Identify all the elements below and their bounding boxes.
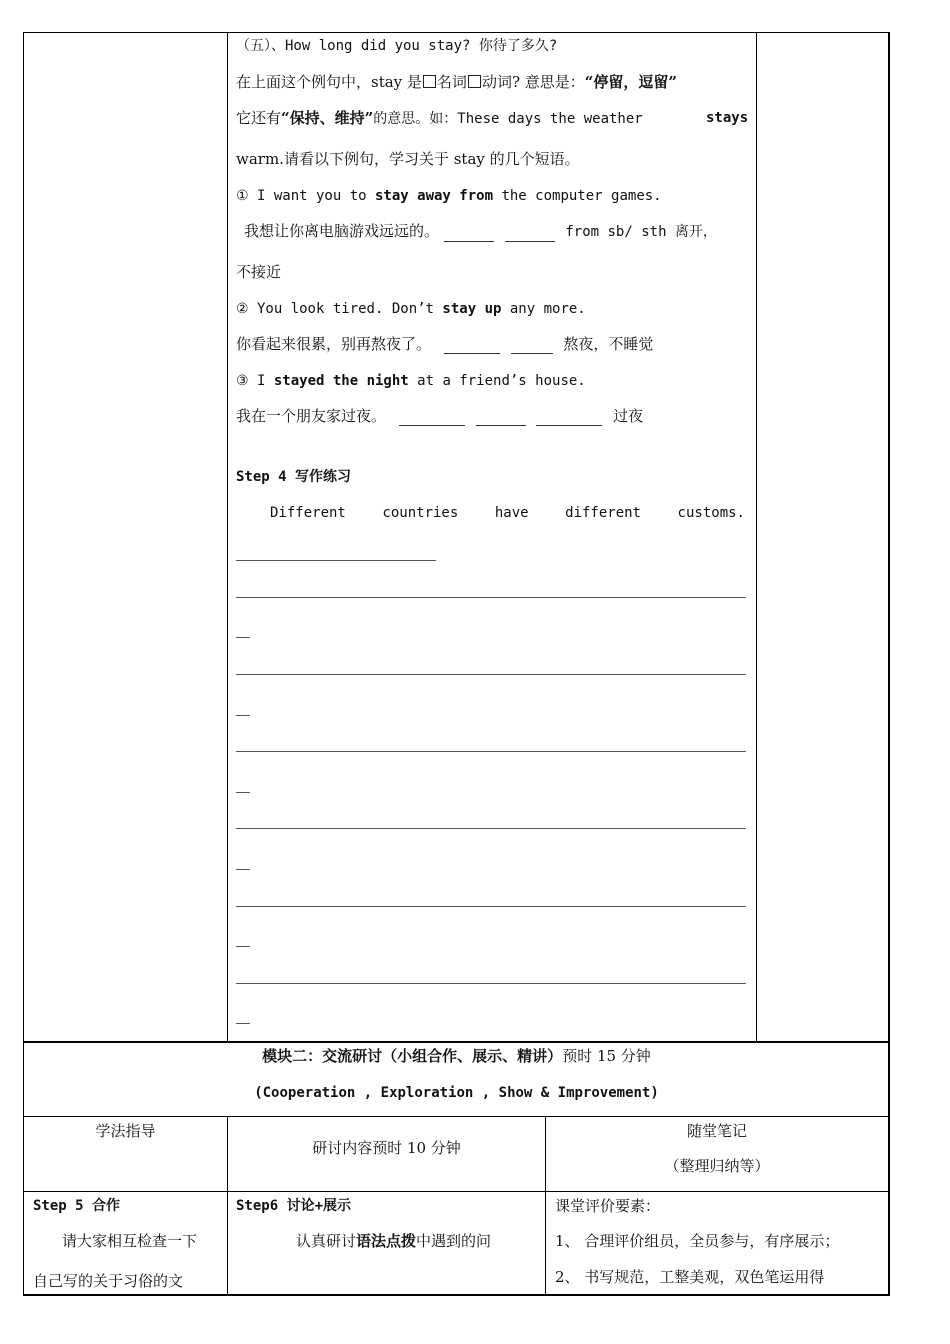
example-2-chinese: [236, 334, 653, 354]
example-1-chinese: [244, 221, 717, 242]
example-3-text-a: ③ I: [236, 373, 266, 389]
column-divider-1: [227, 32, 228, 1042]
blank-2a[interactable]: [444, 339, 500, 354]
writing-line-tail: [236, 869, 250, 870]
stay-meaning-bold: “停留，逗留”: [584, 73, 678, 91]
prompt-word-3: have: [494, 505, 529, 521]
example-3-chinese: [236, 406, 643, 426]
verb-label: 动词? 意思是：: [481, 73, 585, 91]
module-2-title-bold: 模块二：交流研讨（小组合作、展示、精讲）: [262, 1047, 563, 1065]
example-2-translation: 你看起来很累，别再熬夜了。: [236, 335, 432, 353]
example-3-definition: 过夜: [613, 407, 644, 425]
step-6-title: Step6 讨论+展示: [236, 1198, 352, 1214]
table-border-bottom: [23, 1294, 890, 1296]
writing-line-tail: [236, 715, 250, 716]
module-2-title: [23, 1046, 890, 1066]
step-6-text-a: 认真研讨: [296, 1232, 357, 1250]
example-2-definition: 熬夜，不睡觉: [563, 335, 654, 353]
other-meaning-example: 的意思。如：These days the weather: [373, 111, 643, 127]
example-3-phrase: stayed the night: [273, 373, 409, 389]
writing-line[interactable]: [236, 751, 746, 752]
blank-3c[interactable]: [536, 411, 602, 426]
lower-column-divider-2: [545, 1117, 546, 1295]
module-2-time: 预时 15 分钟: [562, 1047, 651, 1065]
blank-2b[interactable]: [511, 339, 553, 354]
table-border-left: [23, 32, 24, 1296]
example-1-english: [236, 186, 662, 206]
writing-line-tail: [236, 946, 250, 947]
evaluation-title: 课堂评价要素：: [555, 1197, 661, 1215]
prompt-word-4: different: [565, 505, 641, 521]
example-2-english: [236, 299, 586, 319]
step-4-title: Step 4 写作练习: [236, 469, 352, 485]
step-6-text-b: 中遇到的问: [416, 1232, 492, 1250]
body-row-top: [23, 1191, 890, 1192]
example-1-definition-cont: 不接近: [236, 263, 282, 281]
noun-checkbox[interactable]: [423, 75, 436, 88]
example-1-phrase: stay away from: [375, 188, 494, 204]
example-3-translation: 我在一个朋友家过夜。: [236, 407, 387, 425]
other-meaning-prefix: 它还有: [236, 109, 282, 127]
column-divider-2: [756, 32, 757, 1042]
example-1-text-b: the computer games.: [501, 188, 662, 204]
step-5-title: Step 5 合作: [33, 1198, 121, 1214]
writing-prompt: [270, 503, 745, 523]
section-heading: （五）、How long did you stay? 你待了多久?: [236, 38, 558, 54]
verb-checkbox[interactable]: [468, 75, 481, 88]
blank-1a[interactable]: [444, 227, 494, 242]
blank-3a[interactable]: [399, 411, 465, 426]
col-header-discussion: 研讨内容预时 10 分钟: [312, 1139, 461, 1157]
prompt-word-5: customs.: [677, 505, 745, 521]
table-border-right: [888, 32, 890, 1296]
example-1-definition: from sb/ sth 离开，: [565, 224, 717, 240]
module-row-top: [23, 1041, 890, 1043]
stay-meaning-text: 在上面这个例句中，stay 是: [236, 73, 422, 91]
module-2-subtitle: (Cooperation , Exploration , Show & Improvement): [254, 1085, 659, 1101]
example-3-english: [236, 371, 586, 391]
example-1-translation: 我想让你离电脑游戏远远的。: [244, 222, 440, 240]
writing-line[interactable]: [236, 560, 436, 561]
writing-line-tail: [236, 637, 250, 638]
step-5-line-2: 自己写的关于习俗的文: [33, 1272, 184, 1290]
other-meaning-bold: “保持、维持”: [281, 109, 374, 127]
stays-word: stays: [706, 110, 749, 126]
writing-line[interactable]: [236, 983, 746, 984]
example-2-phrase: stay up: [442, 301, 502, 317]
col-header-notes: 随堂笔记: [686, 1122, 747, 1140]
example-3-text-b: at a friend’s house.: [417, 373, 586, 389]
header-row-top: [23, 1116, 890, 1117]
noun-label: 名词: [436, 73, 467, 91]
study-phrases-line: warm.请看以下例句，学习关于 stay 的几个短语。: [236, 150, 580, 168]
writing-line[interactable]: [236, 674, 746, 675]
example-1-text-a: ① I want you to: [236, 188, 367, 204]
evaluation-item-2: 2、 书写规范，工整美观，双色笔运用得: [555, 1268, 825, 1286]
writing-line[interactable]: [236, 597, 746, 598]
evaluation-item-1: 1、 合理评价组员，全员参与，有序展示；: [555, 1232, 840, 1250]
stay-other-meaning-line: [236, 108, 643, 129]
writing-line-tail: [236, 1023, 250, 1024]
step-6-line-1: [296, 1231, 491, 1251]
col-header-notes-sub: （整理归纳等）: [664, 1157, 770, 1175]
writing-line[interactable]: [236, 906, 746, 907]
example-2-text-b: any more.: [509, 301, 586, 317]
stay-meaning-line: [236, 72, 677, 92]
writing-line[interactable]: [236, 828, 746, 829]
prompt-word-1: Different: [270, 505, 346, 521]
example-2-text-a: ② You look tired. Don’t: [236, 301, 434, 317]
table-border-top: [23, 32, 890, 33]
col-header-method: 学法指导: [95, 1122, 156, 1140]
step-6-bold: 语法点拨: [356, 1232, 417, 1250]
blank-1b[interactable]: [505, 227, 555, 242]
blank-3b[interactable]: [476, 411, 526, 426]
prompt-word-2: countries: [382, 505, 459, 521]
writing-line-tail: [236, 792, 250, 793]
step-5-line-1: 请大家相互检查一下: [62, 1232, 198, 1250]
